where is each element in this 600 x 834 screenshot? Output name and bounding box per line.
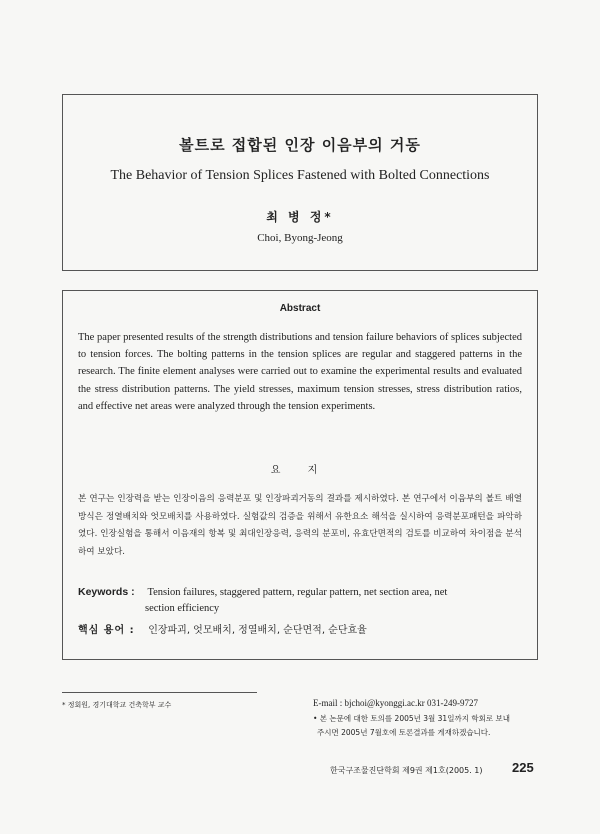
korean-author: 최 병 정* bbox=[266, 210, 334, 224]
keywords-text-line2: section efficiency bbox=[145, 603, 220, 614]
keywords-text-line1: Tension failures, staggered pattern, regular pattern, net section area, net bbox=[147, 587, 448, 598]
korean-abstract-heading: 요 지 bbox=[270, 465, 330, 476]
abstract-heading: Abstract bbox=[279, 303, 321, 314]
discussion-note bbox=[313, 712, 543, 740]
korean-title: 볼트로 접합된 인장 이음부의 거동 bbox=[179, 136, 421, 154]
korean-keywords-text: 인장파괴, 엇모배치, 정열배치, 순단면적, 순단효율 bbox=[148, 625, 367, 636]
author-email: E-mail : bjchoi@kyonggi.ac.kr 031-249-9727 bbox=[313, 698, 479, 708]
english-title: The Behavior of Tension Splices Fastened with Bolted Connections bbox=[110, 168, 490, 183]
journal-name: 한국구조물진단학회 제9권 제1호(2005. 1) bbox=[330, 766, 483, 775]
korean-keywords-label: 핵심 용어 : bbox=[78, 625, 135, 636]
keywords-label: Keywords : bbox=[78, 586, 135, 598]
keywords-row bbox=[78, 586, 530, 598]
page-number: 225 bbox=[512, 760, 534, 775]
discussion-note-line1: • 본 논문에 대한 토의를 2005년 3월 31일까지 학회로 보내 bbox=[313, 714, 510, 723]
discussion-note-line2: 주시면 2005년 7월호에 토론결과를 게재하겠습니다. bbox=[317, 728, 491, 737]
abstract-text: The paper presented results of the strength distributions and tension failure behaviors of splices subjected to tension forces. The bolting patterns in the tension splices are regular and staggered patterns in the research. The finite element analyses were carried out to examine the experimental results and evaluated the stress distribution patterns. The yield stresses, maximum tension stresses, stress distribution ratios, and effective net areas were analyzed through the tension experiments. bbox=[78, 332, 522, 412]
author-affiliation: * 정회원, 경기대학교 건축학부 교수 bbox=[62, 701, 172, 709]
footnote-divider bbox=[62, 692, 257, 693]
korean-abstract-text: 본 연구는 인장력을 받는 인장이음의 응력분포 및 인장파괴거동의 결과를 제시하였다. 본 연구에서 이음부의 볼트 배열방식은 정열배치와 엇모배치를 사용하였다. 실험값의 검증을 위해서 유한요소 해석을 실시하여 응력분포패턴을 파악하였다. 인장실험을 통해서 이음재의 항복 및 최대인장응력, 응력의 분포비, 유효단면적의 검토를 비교하여 차이점을 분석하여 보았다. bbox=[78, 494, 522, 557]
korean-keywords-row bbox=[78, 621, 530, 636]
english-author: Choi, Byong-Jeong bbox=[257, 232, 343, 244]
